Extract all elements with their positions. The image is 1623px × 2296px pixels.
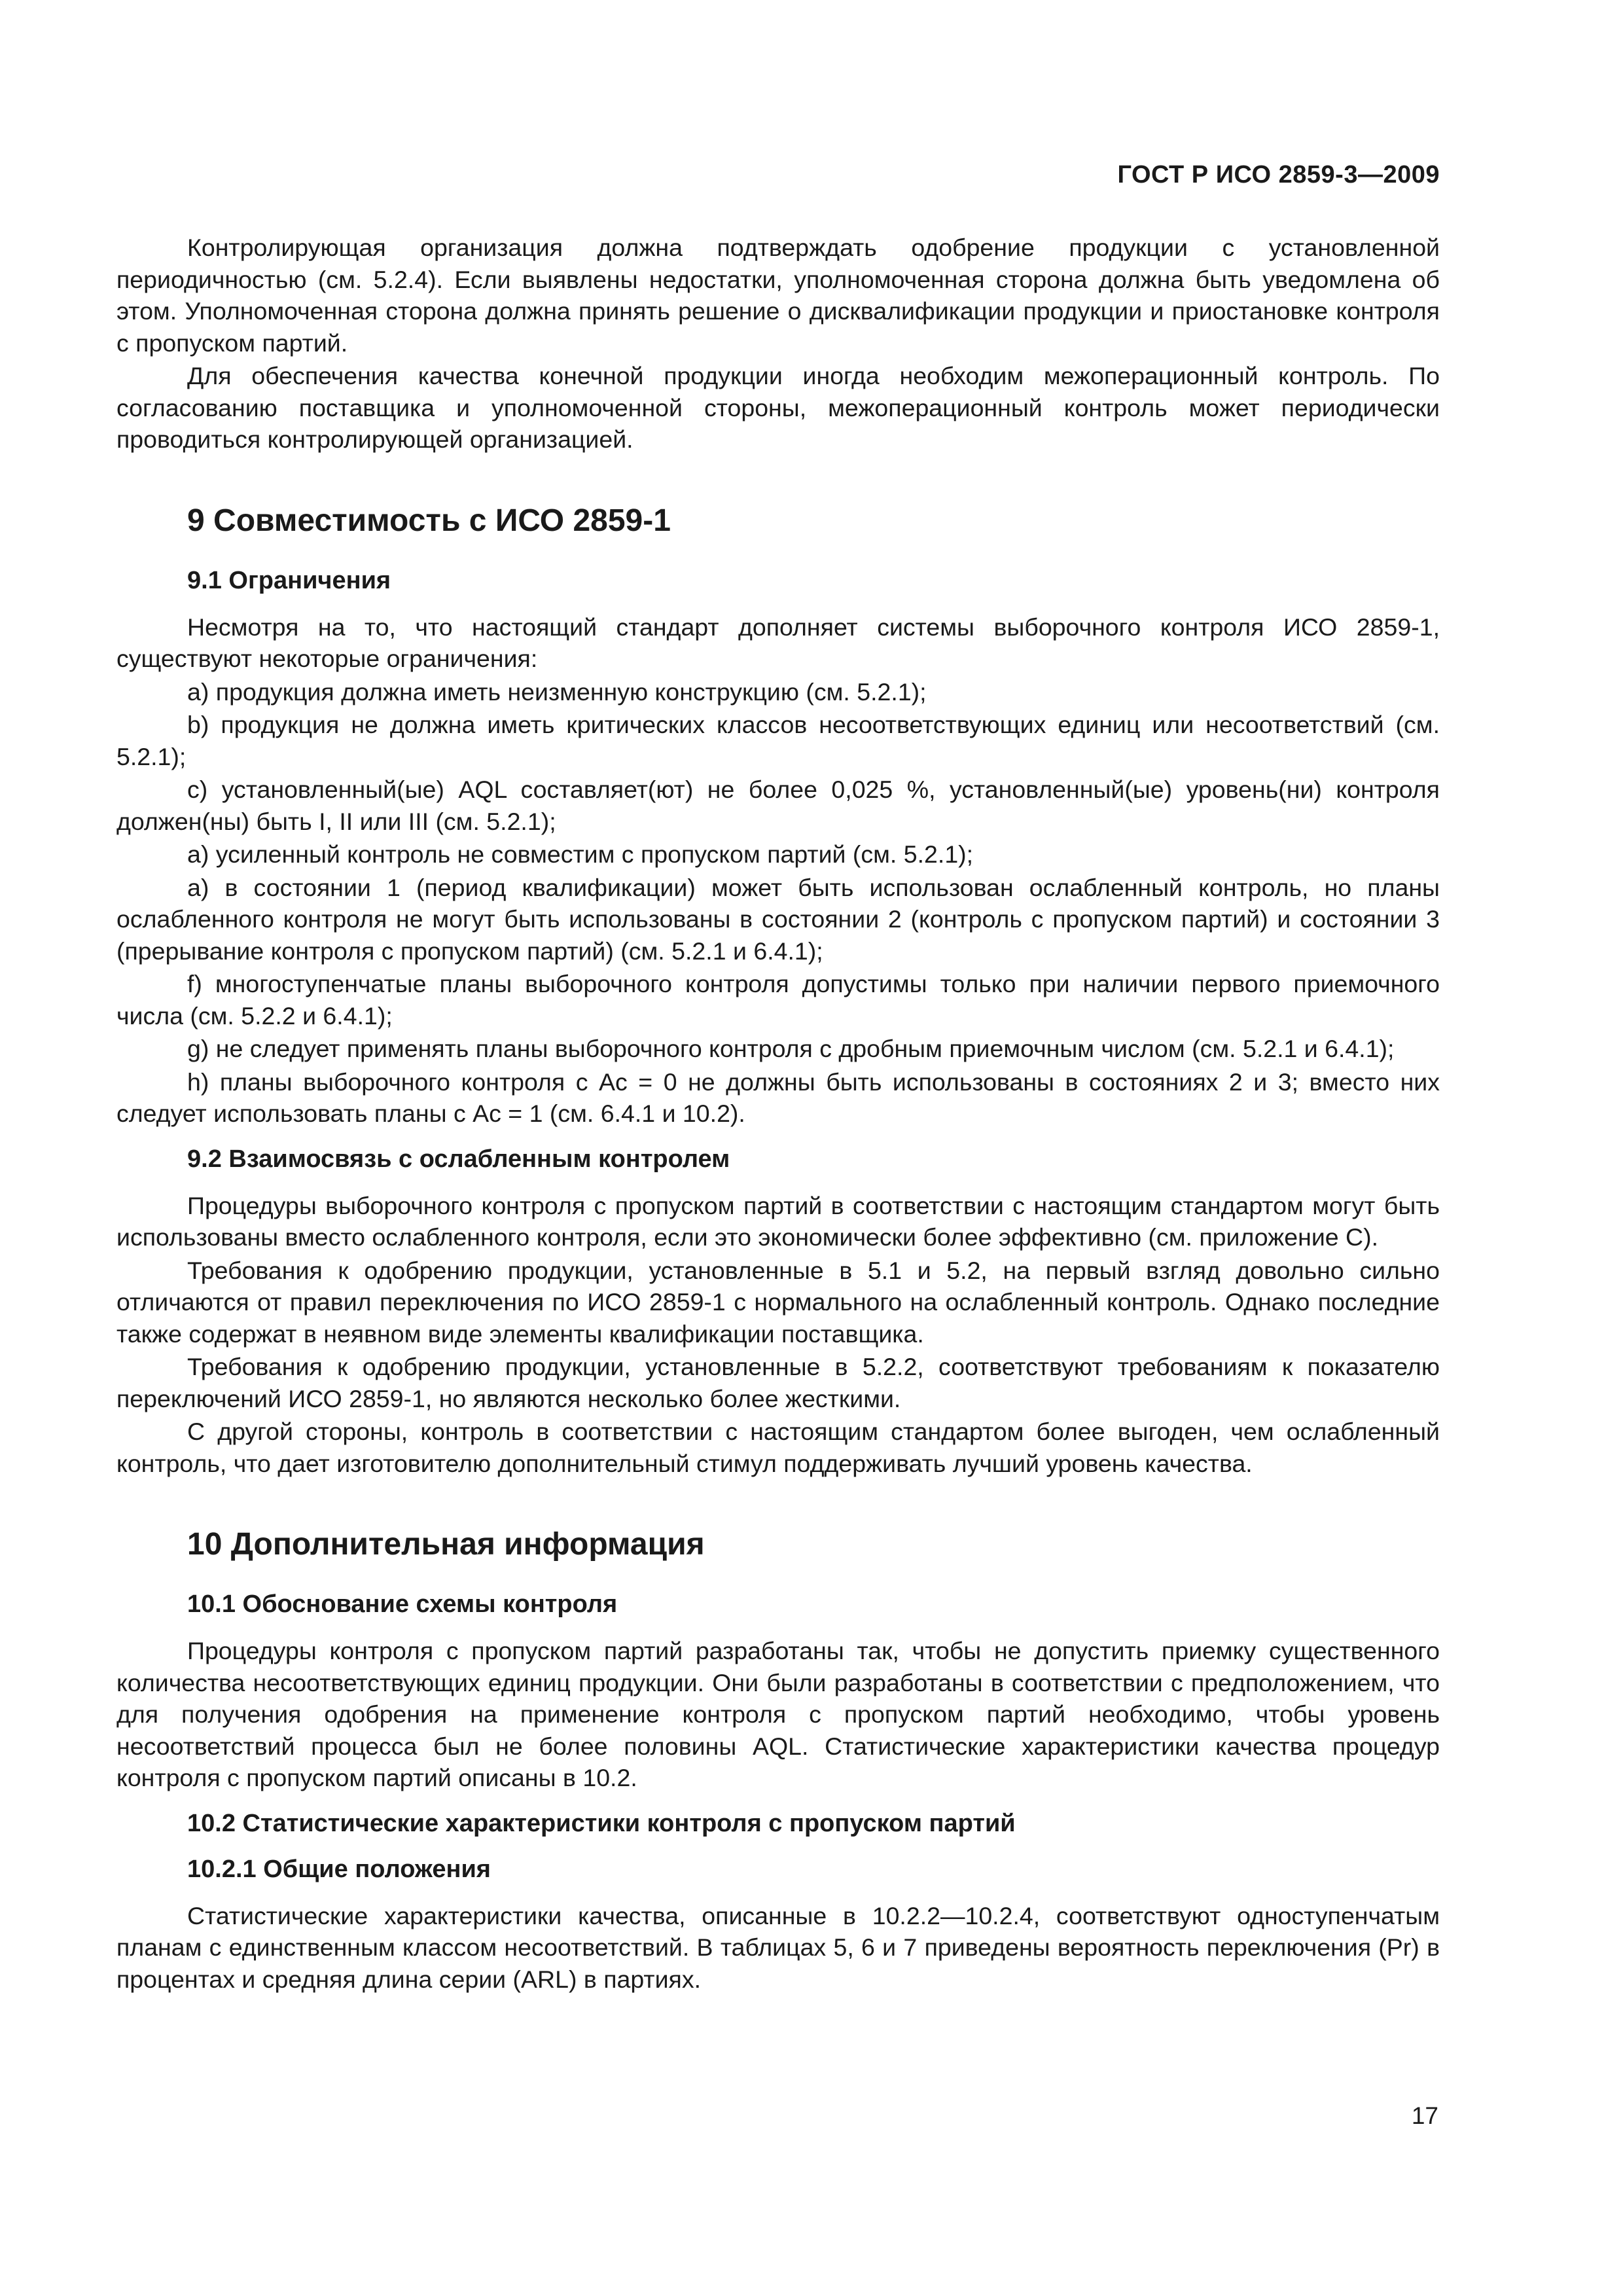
list-item-f: f) многоступенчатые планы выборочного контроля допустимы только при наличии первого приемочного числа (см. 5.2.2 и 6.4.1);: [116, 970, 1440, 1030]
subsection-9-1-heading: 9.1 Ограничения: [187, 566, 391, 594]
list-item-b: b) продукция не должна иметь критических классов несоответствующих единиц или несоответствий (см. 5.2.1);: [116, 711, 1440, 770]
subsection-10-2-heading: 10.2 Статистические характеристики контроля с пропуском партий: [187, 1809, 1016, 1837]
page-body: [116, 151, 1440, 1996]
subsection-9-2-paragraph: Процедуры выборочного контроля с пропуском партий в соответствии с настоящим стандартом могут быть использованы вместо ослабленного контроля, если это экономически более эффективно (см. приложение С).: [116, 1191, 1440, 1251]
subsection-9-2-paragraph: С другой стороны, контроль в соответствии с настоящим стандартом более выгоден, чем ослабленный контроль, что дает изготовителю дополнительный стимул поддерживать лучший уровень качества.: [116, 1418, 1440, 1477]
subsection-10-1-heading: 10.1 Обоснование схемы контроля: [187, 1590, 618, 1618]
list-item-h: h) планы выборочного контроля с Ac = 0 не должны быть использованы в состояниях 2 и 3; вместо них следует использовать планы с Ac = 1 (см. 6.4.1 и 10.2).: [116, 1067, 1440, 1127]
document-code-header: ГОСТ Р ИСО 2859-3—2009: [1117, 161, 1440, 188]
intro-paragraph-2: Для обеспечения качества конечной продукции иногда необходим межоперационный контроль. По согласованию поставщика и уполномоченной стороны, межоперационный контроль может периодически проводиться контролирующей организацией.: [116, 362, 1440, 453]
subsection-9-2-heading: 9.2 Взаимосвязь с ослабленным контролем: [187, 1145, 730, 1173]
list-item-c: c) установленный(ые) AQL составляет(ют) не более 0,025 %, установленный(ые) уровень(ни) контроля должен(ны) быть I, II или III (см. 5.2.1);: [116, 776, 1440, 835]
list-item-a2: a) усиленный контроль не совместим с пропуском партий (см. 5.2.1);: [187, 840, 974, 868]
subsection-9-2-paragraph: Требования к одобрению продукции, установленные в 5.1 и 5.2, на первый взгляд довольно сильно отличаются от правил переключения по ИСО 2859-1 с нормального на ослабленный контроль. Однако последние также содержат в неявном виде элементы квалификации поставщика.: [116, 1256, 1440, 1348]
intro-paragraph-1: Контролирующая организация должна подтверждать одобрение продукции с установленной периодичностью (см. 5.2.4). Если выявлены недостатки, уполномоченная сторона должна быть уведомлена об этом. Уполномоченная сторона должна принять решение о дисквалификации продукции и приостановке контроля с пропуском партий.: [116, 234, 1440, 357]
section-10-heading: 10 Дополнительная информация: [187, 1527, 705, 1562]
list-item-a1: a) продукция должна иметь неизменную конструкцию (см. 5.2.1);: [187, 677, 927, 706]
subsection-10-1-paragraph: Процедуры контроля с пропуском партий разработаны так, чтобы не допустить приемку существенного количества несоответствующих единиц продукции. Они были разработаны в соответствии с предположением, что для получения одобрения на применение контроля с пропуском партий необходимо, чтобы уровень несоответствий процесса был не более половины AQL. Статистические характеристики качества процедур контроля с пропуском партий описаны в 10.2.: [116, 1637, 1440, 1791]
list-item-a3: a) в состоянии 1 (период квалификации) может быть использован ослабленный контроль, но планы ослабленного контроля не могут быть использованы в состоянии 2 (контроль с пропуском партий) и состоянии 3 (прерывание контроля с пропуском партий) (см. 5.2.1 и 6.4.1);: [116, 873, 1440, 965]
list-item-g: g) не следует применять планы выборочного контроля с дробным приемочным числом (см. 5.2.1 и 6.4.1);: [187, 1035, 1395, 1062]
subsection-9-2-paragraph: Требования к одобрению продукции, установленные в 5.2.2, соответствуют требованиям к показателю переключений ИСО 2859-1, но являются несколько более жесткими.: [116, 1353, 1440, 1412]
subsection-10-2-1-paragraph: Статистические характеристики качества, описанные в 10.2.2—10.2.4, соответствуют одноступенчатым планам с единственным классом несоответствий. В таблицах 5, 6 и 7 приведены вероятность переключения (Pr) в процентах и средняя длина серии (ARL) в партиях.: [116, 1901, 1440, 1993]
subsection-9-1-intro: Несмотря на то, что настоящий стандарт дополняет системы выборочного контроля ИСО 2859-1, существуют некоторые ограничения:: [116, 613, 1440, 672]
intro-block: [116, 232, 1440, 456]
page-number: 17: [1411, 2102, 1438, 2129]
section-9-heading: 9 Совместимость с ИСО 2859-1: [187, 503, 671, 538]
subsection-10-2-1-heading: 10.2.1 Общие положения: [187, 1855, 491, 1883]
